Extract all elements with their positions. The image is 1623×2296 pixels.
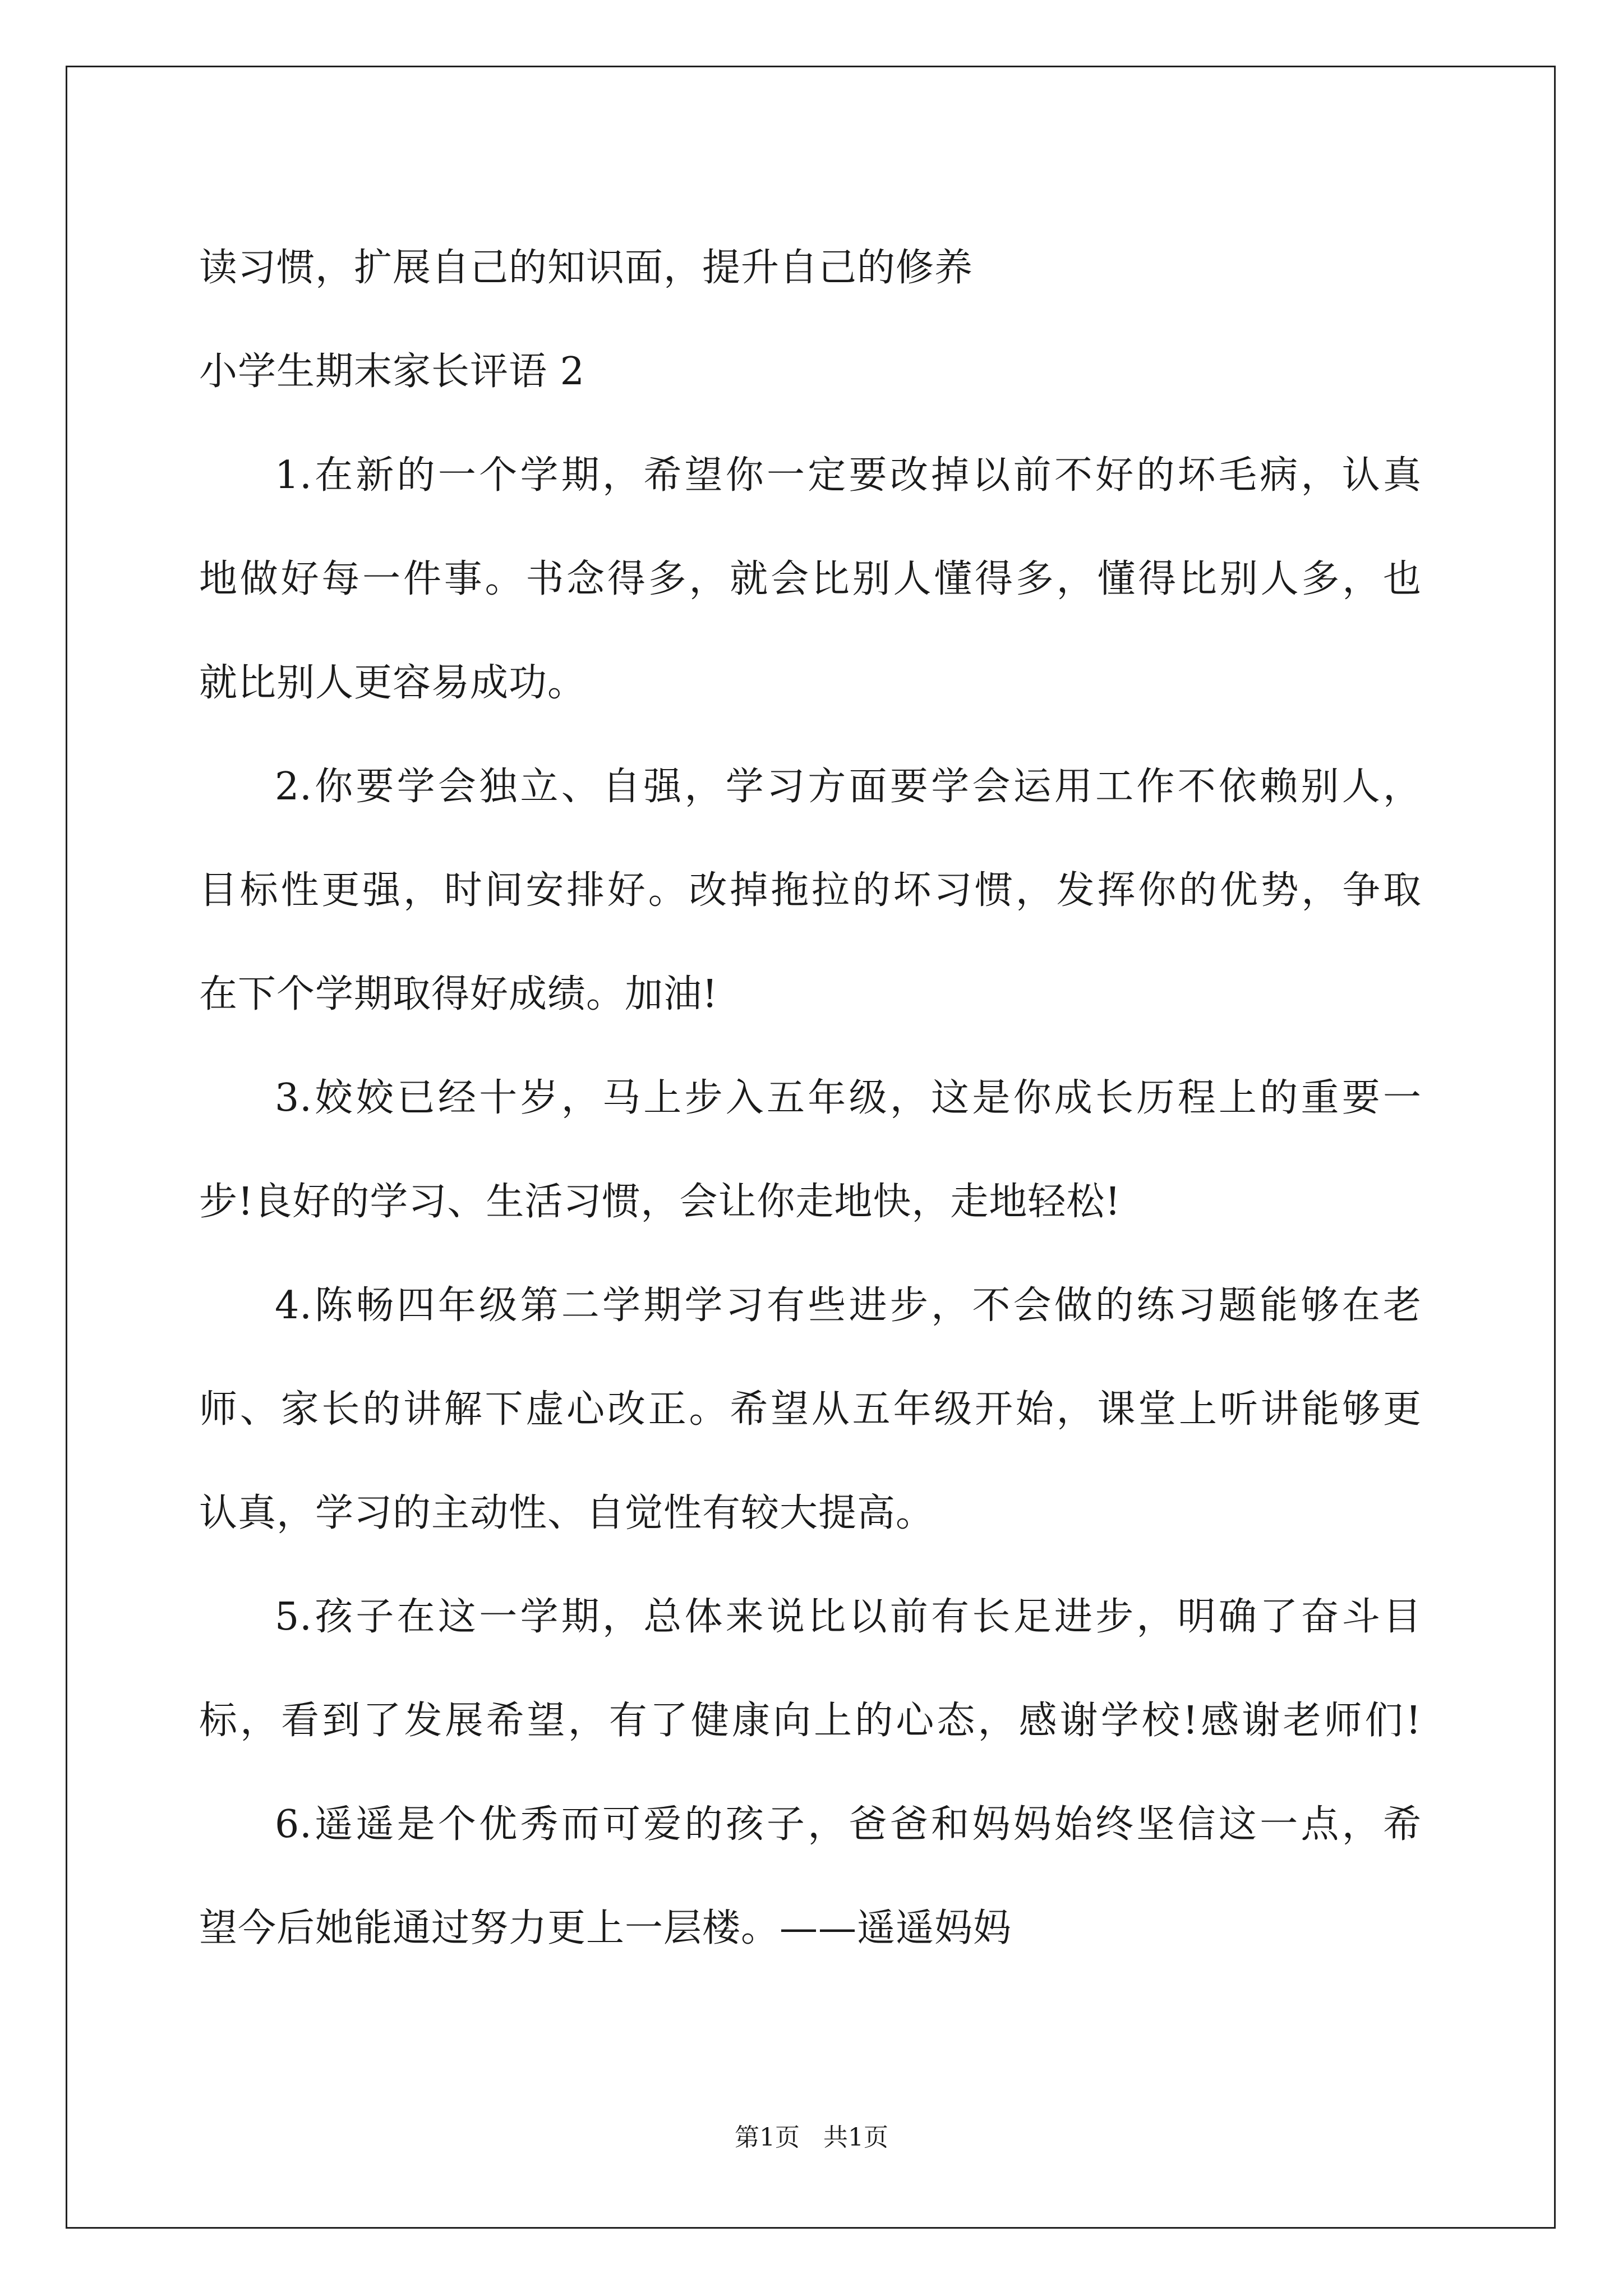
text-line: 步!良好的学习、生活习惯，会让你走地快，走地轻松! — [199, 1180, 1121, 1224]
text-line: 5.孩子在这一学期，总体来说比以前有长足进步，明确了奋斗目 — [275, 1595, 1422, 1639]
section-heading: 小学生期末家长评语 2 — [199, 349, 585, 394]
text-line: 2.你要学会独立、自强，学习方面要学会运用工作不依赖别人， — [275, 765, 1422, 809]
text-line: 望今后她能通过努力更上一层楼。——遥遥妈妈 — [199, 1906, 1012, 1950]
text-line: 3.姣姣已经十岁，马上步入五年级，这是你成长历程上的重要一 — [275, 1076, 1422, 1120]
text-line: 在下个学期取得好成绩。加油! — [199, 972, 718, 1016]
text-line: 目标性更强，时间安排好。改掉拖拉的坏习惯，发挥你的优势，争取 — [199, 868, 1422, 913]
text-line: 4.陈畅四年级第二学期学习有些进步，不会做的练习题能够在老 — [275, 1283, 1422, 1328]
text-line: 读习惯，扩展自己的知识面，提升自己的修养 — [199, 246, 974, 290]
text-line: 6.遥遥是个优秀而可爱的孩子，爸爸和妈妈始终坚信这一点，希 — [275, 1802, 1422, 1847]
text-line: 认真，学习的主动性、自觉性有较大提高。 — [199, 1491, 935, 1535]
page-footer: 第1页 共1页 — [735, 2123, 888, 2152]
text-line: 就比别人更容易成功。 — [199, 661, 587, 705]
text-line: 师、家长的讲解下虚心改正。希望从五年级开始，课堂上听讲能够更 — [199, 1387, 1422, 1432]
text-line: 地做好每一件事。书念得多，就会比别人懂得多，懂得比别人多，也 — [199, 557, 1422, 601]
text-line: 1.在新的一个学期，希望你一定要改掉以前不好的坏毛病，认真 — [275, 453, 1422, 498]
text-line: 标，看到了发展希望，有了健康向上的心态，感谢学校!感谢老师们! — [199, 1699, 1422, 1743]
document-body — [199, 216, 1422, 1980]
